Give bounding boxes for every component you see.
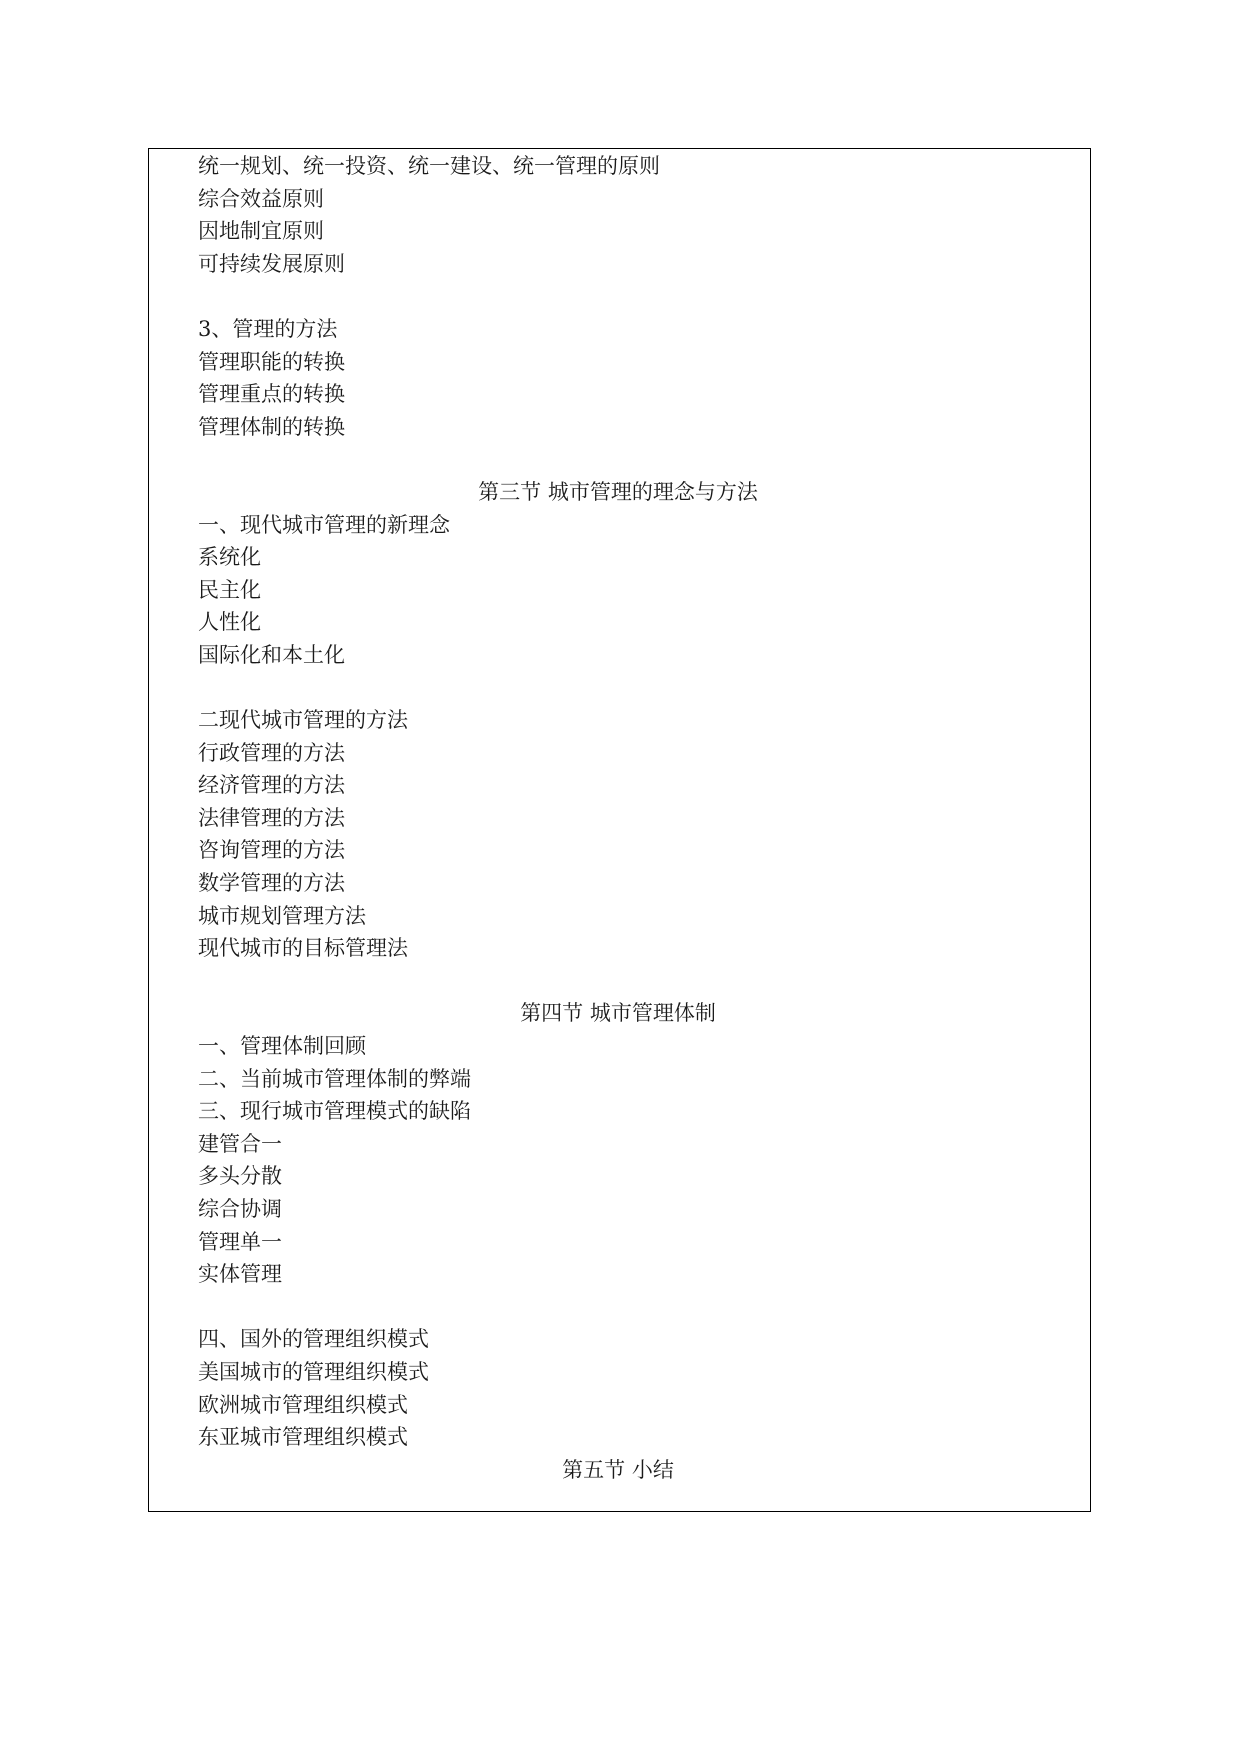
text-line: 民主化 [198, 577, 261, 602]
blank-line [198, 443, 1038, 476]
text-line: 系统化 [198, 545, 261, 570]
text-line: 管理职能的转换 [198, 349, 345, 374]
section-heading: 第三节 城市管理的理念与方法 [478, 479, 758, 504]
text-line: 因地制宜原则 [198, 219, 324, 244]
text-line: 综合协调 [198, 1197, 282, 1221]
text-line: 管理重点的转换 [198, 382, 345, 407]
text-line: 国际化和本土化 [198, 642, 345, 667]
section-heading: 第四节 城市管理体制 [520, 1001, 716, 1026]
text-line: 管理体制的转换 [198, 414, 345, 439]
text-line: 美国城市的管理组织模式 [198, 1359, 429, 1384]
text-line: 人性化 [198, 610, 261, 635]
section-heading: 第五节 小结 [562, 1457, 674, 1482]
text-line: 法律管理的方法 [198, 805, 345, 830]
text-line: 三、现行城市管理模式的缺陷 [198, 1099, 471, 1124]
text-line: 欧洲城市管理组织模式 [198, 1392, 408, 1417]
text-line: 城市规划管理方法 [198, 903, 366, 928]
text-line: 四、国外的管理组织模式 [198, 1327, 429, 1352]
text-line: 3、管理的方法 [198, 316, 338, 341]
text-line: 二现代城市管理的方法 [198, 708, 408, 733]
text-line: 经济管理的方法 [198, 773, 345, 798]
text-line: 东亚城市管理组织模式 [198, 1425, 408, 1450]
text-line: 一、管理体制回顾 [198, 1034, 366, 1059]
text-line: 建管合一 [198, 1131, 282, 1156]
document-body [198, 150, 1038, 1486]
text-line: 一、现代城市管理的新理念 [198, 512, 450, 537]
blank-line [198, 1291, 1038, 1324]
text-line: 管理单一 [198, 1229, 282, 1254]
text-line: 多头分散 [198, 1164, 282, 1189]
text-line: 二、当前城市管理体制的弊端 [198, 1066, 471, 1091]
text-line: 咨询管理的方法 [198, 838, 345, 863]
text-line: 可持续发展原则 [198, 251, 345, 276]
text-line: 现代城市的目标管理法 [198, 936, 408, 961]
blank-line [198, 672, 1038, 705]
blank-line [198, 965, 1038, 998]
text-line: 实体管理 [198, 1262, 282, 1287]
text-line: 综合效益原则 [198, 186, 324, 211]
text-line: 统一规划、统一投资、统一建设、统一管理的原则 [198, 154, 660, 178]
blank-line [198, 280, 1038, 313]
text-line: 数学管理的方法 [198, 871, 345, 896]
text-line: 行政管理的方法 [198, 740, 345, 765]
